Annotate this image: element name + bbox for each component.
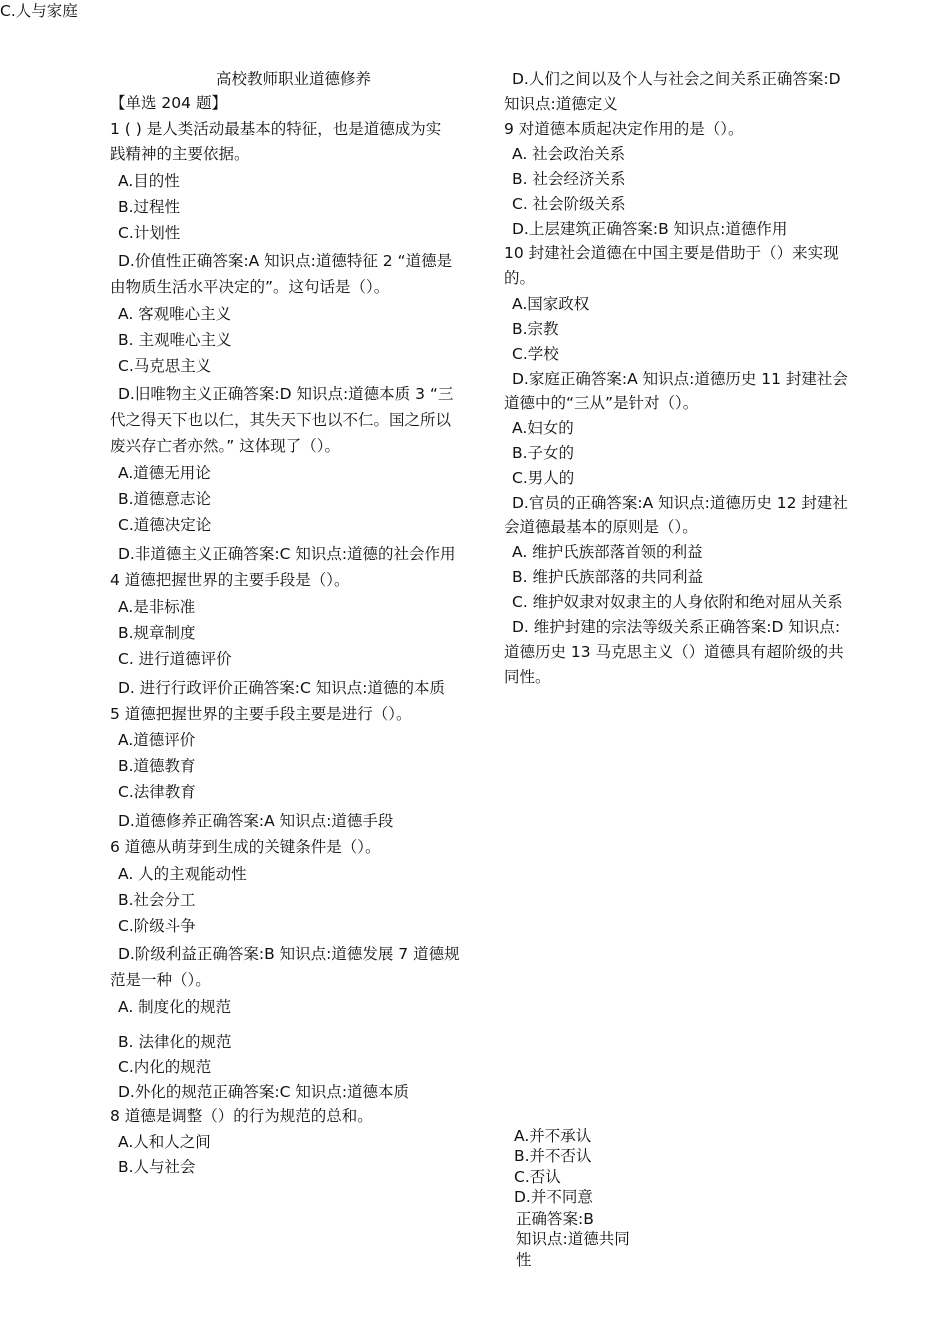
right-text-line: B. 维护氏族部落的共同利益 [512,568,703,586]
left-text-line: 8 道德是调整（）的行为规范的总和。 [110,1107,373,1125]
bottom-text-line: C.否认 [514,1168,561,1186]
left-text-line: D.阶级利益正确答案:B 知识点:道德发展 7 道德规 [118,945,460,963]
right-text-line: 同性。 [504,668,551,686]
right-text-line: A. 维护氏族部落首领的利益 [512,543,703,561]
bottom-text-line: 正确答案:B [516,1210,594,1228]
left-text-line: A.是非标准 [118,598,196,616]
left-text-line: D.价值性正确答案:A 知识点:道德特征 2 “道德是 [118,252,453,270]
left-text-line: B.道德意志论 [118,490,212,508]
left-text-line: C.人与家庭 [0,2,78,20]
left-text-line: D.外化的规范正确答案:C 知识点:道德本质 [118,1083,410,1101]
bottom-text-line: A.并不承认 [514,1127,592,1145]
right-text-line: A.妇女的 [512,419,574,437]
left-text-line: C.法律教育 [118,783,196,801]
left-text-line: B.社会分工 [118,891,196,909]
right-text-line: 道德历史 13 马克思主义（）道德具有超阶级的共 [504,643,844,661]
left-text-line: C.阶级斗争 [118,917,196,935]
right-text-line: 9 对道德本质起决定作用的是（）。 [504,120,744,138]
left-text-line: C.马克思主义 [118,357,212,375]
left-text-line: B.规章制度 [118,624,196,642]
left-text-line: C.道德决定论 [118,516,212,534]
left-text-line: C. 进行道德评价 [118,650,232,668]
right-text-line: C. 社会阶级关系 [512,195,626,213]
bottom-text-line: B.并不否认 [514,1147,592,1165]
bottom-text-line: 性 [516,1251,532,1269]
right-text-line: 10 封建社会道德在中国主要是借助于（）来实现 [504,244,839,262]
left-text-line: 由物质生活水平决定的”。这句话是（）。 [110,278,390,296]
left-text-line: A.目的性 [118,172,180,190]
left-text-line: C.计划性 [118,224,181,242]
document-title: 高校教师职业道德修养 [216,70,372,88]
left-text-line: A. 客观唯心主义 [118,305,232,323]
left-text-line: A. 人的主观能动性 [118,865,247,883]
right-text-line: 的。 [504,269,536,287]
right-text-line: B.子女的 [512,444,575,462]
right-text-line: B. 社会经济关系 [512,170,626,188]
left-text-line: 践精神的主要依据。 [110,145,250,163]
section-heading: 【单选 204 题】 [110,94,227,112]
right-text-line: D.家庭正确答案:A 知识点:道德历史 11 封建社会 [512,370,848,388]
left-text-line: A. 制度化的规范 [118,998,232,1016]
right-text-line: C.学校 [512,345,559,363]
left-text-line: B.道德教育 [118,757,196,775]
left-text-line: 4 道德把握世界的主要手段是（）。 [110,571,350,589]
right-text-line: D.官员的正确答案:A 知识点:道德历史 12 封建社 [512,494,848,512]
right-text-line: B.宗教 [512,320,559,338]
left-text-line: C.内化的规范 [118,1058,212,1076]
left-text-line: 1 ( ) 是人类活动最基本的特征，也是道德成为实 [110,120,442,138]
right-text-line: C. 维护奴隶对奴隶主的人身依附和绝对屈从关系 [512,593,843,611]
left-text-line: A.人和人之间 [118,1133,211,1151]
left-text-line: D.非道德主义正确答案:C 知识点:道德的社会作用 [118,545,456,563]
left-text-line: D.道德修养正确答案:A 知识点:道德手段 [118,812,394,830]
right-text-line: 会道德最基本的原则是（）。 [504,518,698,536]
left-text-line: 6 道德从萌芽到生成的关键条件是（）。 [110,838,381,856]
left-text-line: 范是一种（）。 [110,971,211,989]
left-text-line: 代之得天下也以仁，其失天下也以不仁。国之所以 [110,411,452,429]
left-text-line: D. 进行行政评价正确答案:C 知识点:道德的本质 [118,679,445,697]
left-text-line: 废兴存亡者亦然。” 这体现了（）。 [110,437,340,455]
left-text-line: B. 主观唯心主义 [118,331,232,349]
right-text-line: C.男人的 [512,469,575,487]
left-text-line: D.旧唯物主义正确答案:D 知识点:道德本质 3 “三 [118,385,454,403]
left-text-line: A.道德评价 [118,731,196,749]
left-text-line: 5 道德把握世界的主要手段主要是进行（）。 [110,705,412,723]
left-text-line: B. 法律化的规范 [118,1033,232,1051]
bottom-text-line: D.并不同意 [514,1188,593,1206]
right-text-line: D.上层建筑正确答案:B 知识点:道德作用 [512,220,788,238]
right-text-line: 道德中的“三从”是针对（）。 [504,394,699,412]
left-text-line: B.过程性 [118,198,181,216]
right-text-line: D. 维护封建的宗法等级关系正确答案:D 知识点: [512,618,841,636]
right-text-line: D.人们之间以及个人与社会之间关系正确答案:D [512,70,841,88]
right-text-line: A. 社会政治关系 [512,145,626,163]
left-text-line: A.道德无用论 [118,464,211,482]
left-text-line: B.人与社会 [118,1158,196,1176]
right-text-line: 知识点:道德定义 [504,95,618,113]
right-text-line: A.国家政权 [512,295,590,313]
bottom-text-line: 知识点:道德共同 [516,1230,630,1248]
